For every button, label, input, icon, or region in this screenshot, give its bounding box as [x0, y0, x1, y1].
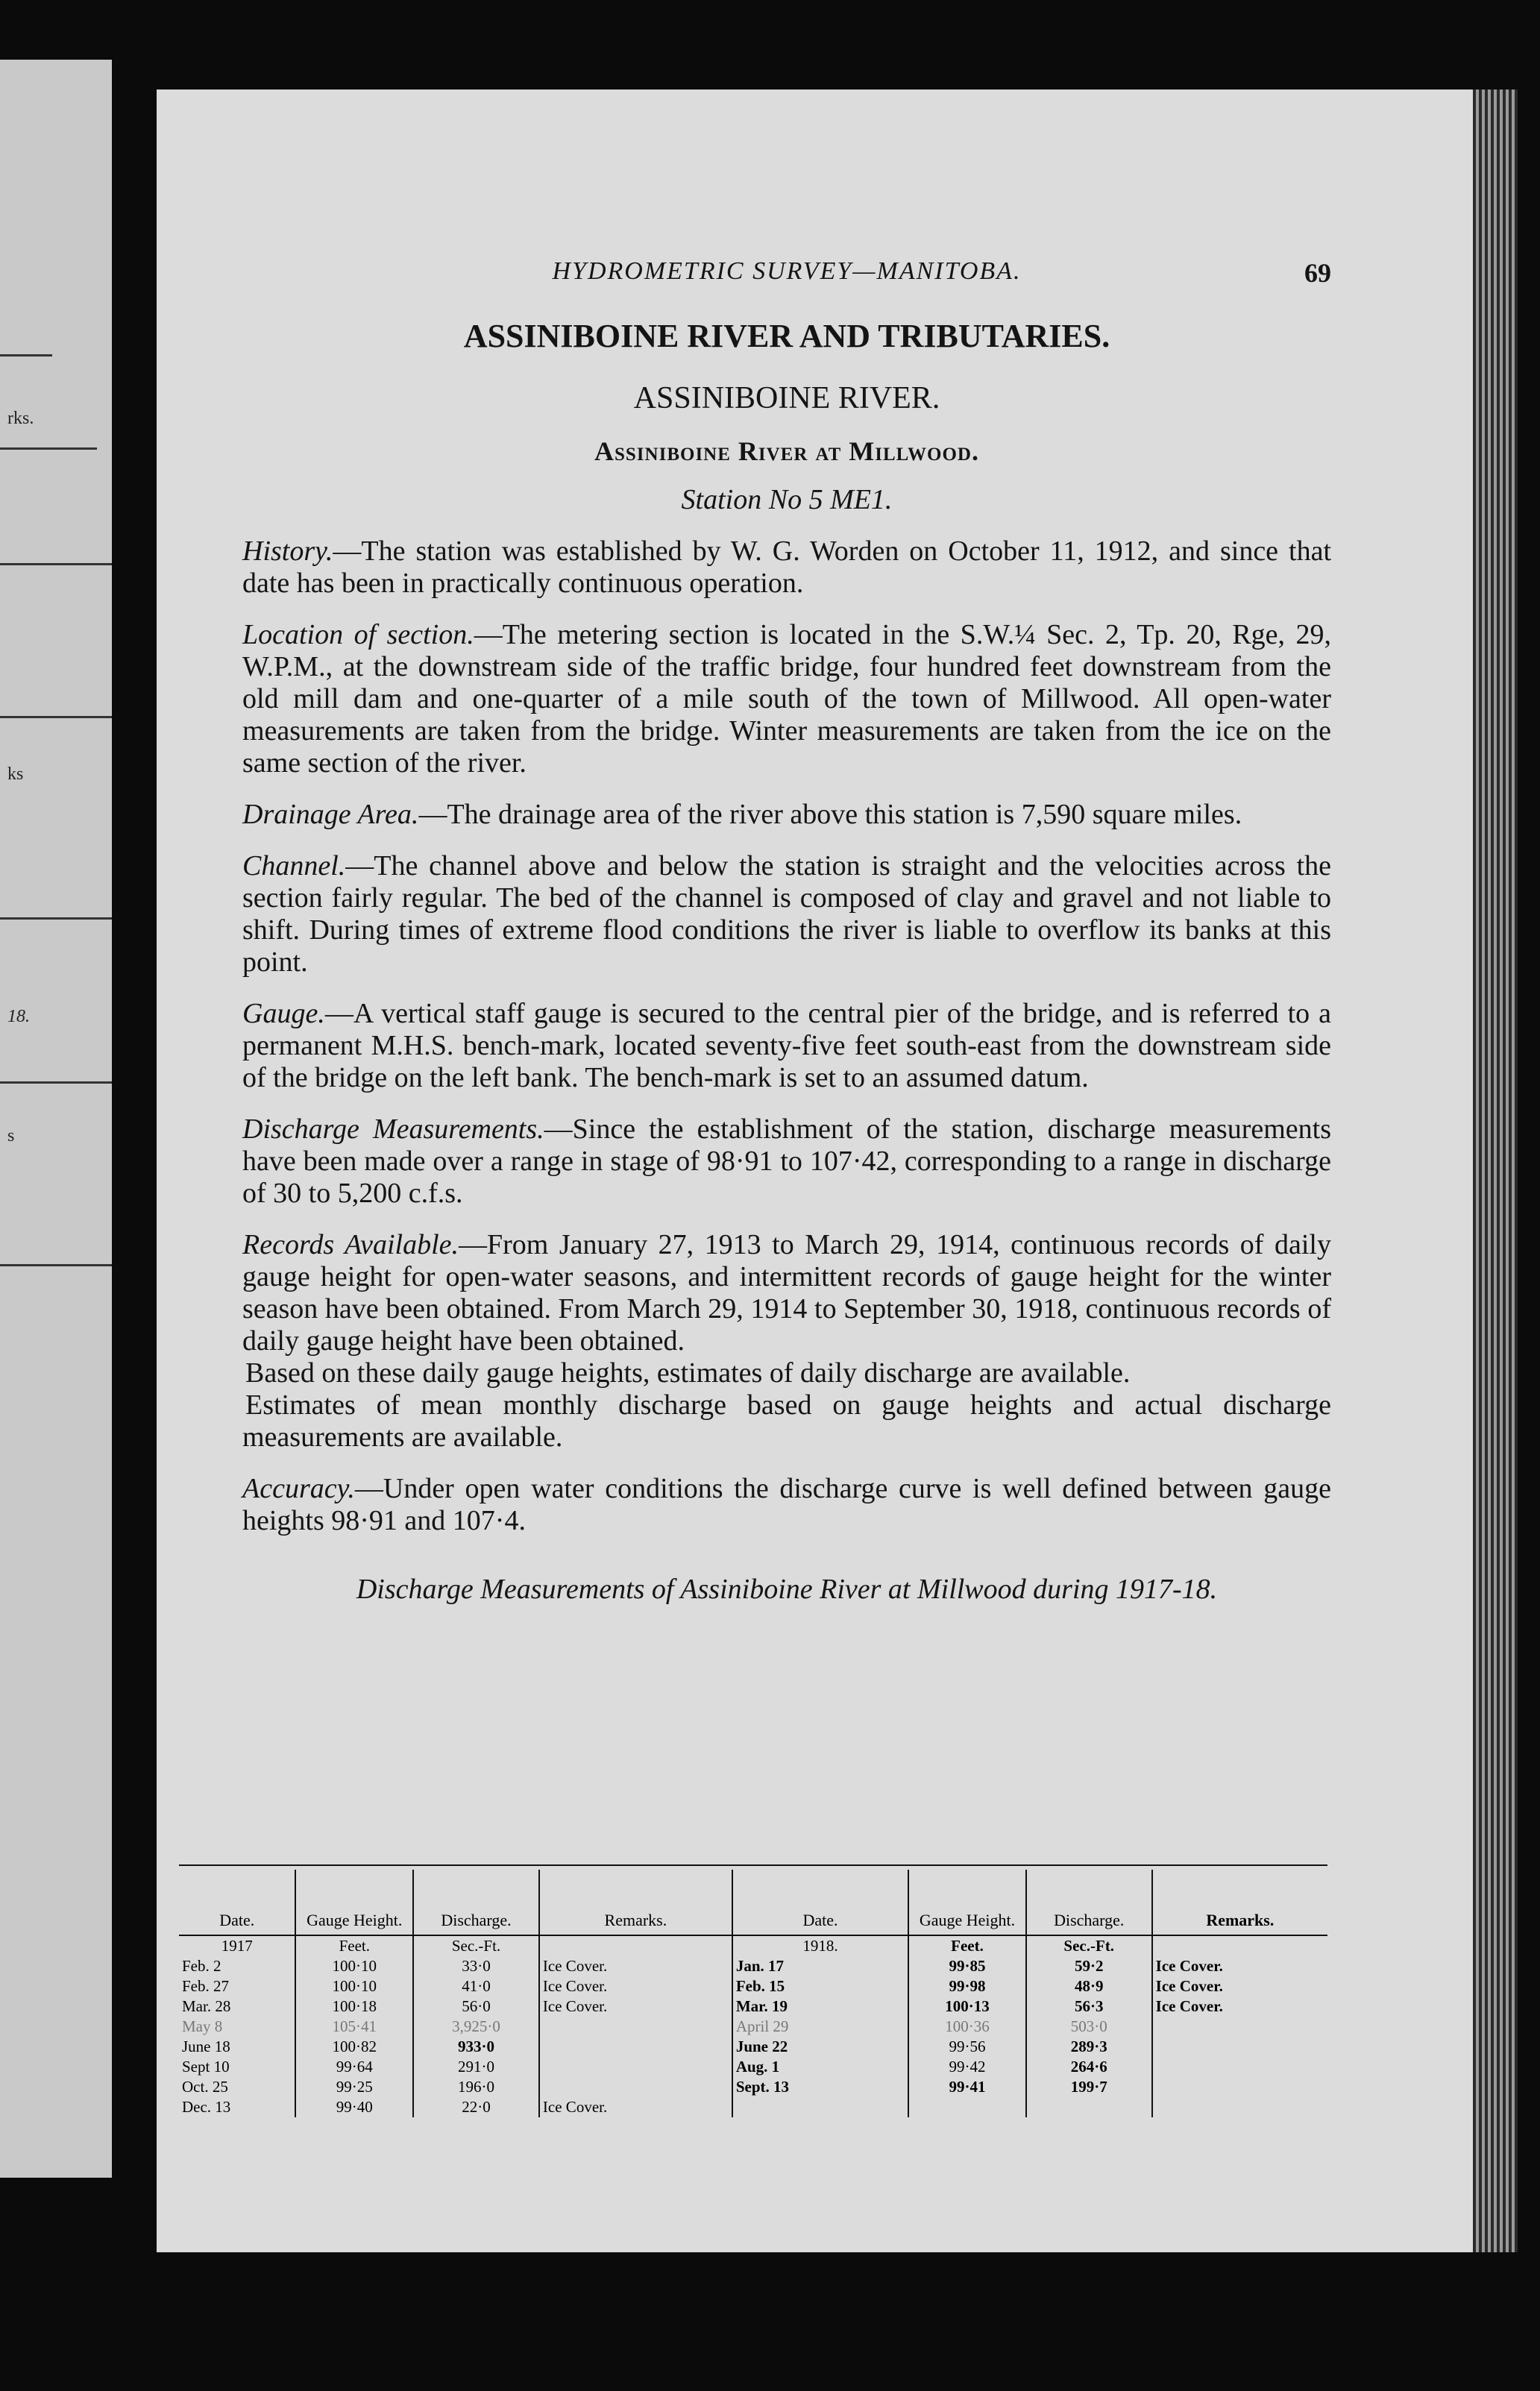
paragraph-location	[242, 619, 1331, 779]
paragraph-records	[242, 1229, 1331, 1357]
paragraph-discharge-measurements	[242, 1113, 1331, 1210]
table-cell	[539, 2077, 732, 2097]
table-cell: Feb. 15	[732, 1976, 908, 1996]
table-cell: 100·18	[295, 1996, 413, 2017]
left-fragment: s	[7, 1126, 15, 1146]
table-cell: Mar. 19	[732, 1996, 908, 2017]
table-cell: 1917	[221, 1937, 253, 1955]
table-cell: Feb. 27	[182, 1977, 229, 1995]
column-header: Date.	[732, 1870, 908, 1935]
table-cell: Ice Cover.	[1152, 1996, 1327, 2017]
table-cell: 59·2	[1026, 1956, 1152, 1976]
page-binding-edge	[1473, 89, 1518, 2252]
table-cell: 1918.	[732, 1935, 908, 1956]
left-fragment: ks	[7, 764, 24, 784]
table-cell	[1026, 2097, 1152, 2117]
table-cell	[539, 2017, 732, 2037]
section-heading: ASSINIBOINE RIVER AND TRIBUTARIES.	[463, 318, 1110, 354]
table-cell: June 22	[732, 2037, 908, 2057]
column-header: Date.	[179, 1870, 295, 1935]
river-heading: ASSINIBOINE RIVER.	[633, 381, 940, 415]
table-cell: 3,925·0	[413, 2017, 539, 2037]
paragraph-text: —Since the establishment of the station, discharge measurements have been made over a range in stage of 98·91 to 107·42, corresponding to a range in discharge of 30 to 5,200 c.f.s.	[242, 1113, 1331, 1209]
table-cell: 289·3	[1026, 2037, 1152, 2057]
paragraph-text: Estimates of mean monthly discharge based on gauge heights and actual discharge measurements are available.	[242, 1389, 1331, 1453]
table-cell: 56·3	[1026, 1996, 1152, 2017]
table-cell	[1152, 1935, 1327, 1956]
table-cell: Ice Cover.	[1152, 1976, 1327, 1996]
table-top-rule	[179, 1864, 1327, 1866]
paragraph-lead: Gauge.	[242, 998, 325, 1029]
table-cell: Sec.-Ft.	[413, 1935, 539, 1956]
table-cell: 56·0	[413, 1996, 539, 2017]
table-row	[179, 1976, 1327, 1996]
left-rule	[0, 354, 52, 356]
table-cell: 264·6	[1026, 2057, 1152, 2077]
table-cell: June 18	[182, 2037, 230, 2055]
running-head	[242, 257, 1331, 295]
column-header: Gauge Height.	[295, 1870, 413, 1935]
paragraph-accuracy	[242, 1473, 1331, 1537]
station-heading: Station No 5 ME1.	[681, 484, 893, 515]
table-cell: May 8	[182, 2017, 223, 2035]
table-cell: 99·98	[908, 1976, 1026, 1996]
table-row	[179, 2077, 1327, 2097]
table-cell: 105·41	[295, 2017, 413, 2037]
table-caption: Discharge Measurements of Assiniboine River at Millwood during 1917-18.	[356, 1574, 1218, 1605]
table-cell: 100·10	[295, 1976, 413, 1996]
table-cell	[1152, 2097, 1327, 2117]
table-cell	[1152, 2077, 1327, 2097]
table-cell: 99·56	[908, 2037, 1026, 2057]
discharge-table-wrap	[179, 1864, 1327, 2117]
table-cell: Sec.-Ft.	[1026, 1935, 1152, 1956]
table-cell	[539, 2037, 732, 2057]
paragraph-lead: Drainage Area.	[242, 799, 419, 830]
table-cell: 33·0	[413, 1956, 539, 1976]
left-fragment: 18.	[7, 1007, 30, 1026]
table-cell: 22·0	[413, 2097, 539, 2117]
paragraph-daily-estimates	[242, 1357, 1331, 1389]
left-fragment: rks.	[7, 409, 34, 428]
table-cell: 100·82	[295, 2037, 413, 2057]
left-rule	[0, 1264, 112, 1266]
paragraph-text: —The drainage area of the river above this station is 7,590 square miles.	[418, 799, 1242, 830]
table-row	[179, 2017, 1327, 2037]
table-cell: Ice Cover.	[1152, 1956, 1327, 1976]
table-cell: April 29	[732, 2017, 908, 2037]
table-cell: Sept. 13	[732, 2077, 908, 2097]
paragraph-lead: Location of section.	[242, 619, 474, 650]
left-rule	[0, 716, 112, 718]
table-cell: Ice Cover.	[539, 1976, 732, 1996]
table-cell	[1152, 2037, 1327, 2057]
paragraph-lead: Channel.	[242, 850, 346, 882]
table-cell: 99·42	[908, 2057, 1026, 2077]
table-cell	[732, 2097, 908, 2117]
table-cell: Feet.	[908, 1935, 1026, 1956]
table-cell: Feet.	[295, 1935, 413, 1956]
running-title: HYDROMETRIC SURVEY—MANITOBA.	[552, 257, 1022, 285]
table-row	[179, 2037, 1327, 2057]
left-rule	[0, 447, 97, 450]
table-header-row	[179, 1870, 1327, 1935]
paragraph-channel	[242, 850, 1331, 978]
table-cell: Ice Cover.	[539, 1956, 732, 1976]
table-cell: 99·41	[908, 2077, 1026, 2097]
paragraph-lead: Discharge Measurements.	[242, 1113, 544, 1145]
paragraph-text: —A vertical staff gauge is secured to the central pier of the bridge, and is referred to a permanent M.H.S. bench-mark, located seventy-five feet south-east from the downstream side of the bridge on the left bank. The bench-mark is set to an assumed datum.	[242, 998, 1331, 1093]
table-cell: Ice Cover.	[539, 1996, 732, 2017]
table-cell: 41·0	[413, 1976, 539, 1996]
paragraph-text: —The channel above and below the station is straight and the velocities across the section fairly regular. The bed of the channel is composed of clay and gravel and not liable to shift. During times of extreme flood conditions the river is liable to overflow its banks at this point.	[242, 850, 1331, 978]
discharge-table	[179, 1870, 1327, 2117]
table-cell: 100·10	[295, 1956, 413, 1976]
table-row	[179, 2097, 1327, 2117]
left-rule	[0, 1081, 112, 1084]
table-cell: 100·36	[908, 2017, 1026, 2037]
column-header: Discharge.	[1026, 1870, 1152, 1935]
table-cell: 100·13	[908, 1996, 1026, 2017]
table-cell: Aug. 1	[732, 2057, 908, 2077]
table-cell: 99·85	[908, 1956, 1026, 1976]
page-content	[242, 257, 1331, 1606]
table-row	[179, 1996, 1327, 2017]
table-cell: 196·0	[413, 2077, 539, 2097]
left-rule	[0, 917, 112, 920]
table-cell: Dec. 13	[182, 2098, 231, 2116]
table-units-row	[179, 1935, 1327, 1956]
page-number: 69	[1304, 258, 1331, 288]
paragraph-gauge	[242, 998, 1331, 1094]
paragraph-text: —The station was established by W. G. Worden on October 11, 1912, and since that date has been in practically continuous operation.	[242, 535, 1331, 599]
table-cell: Oct. 25	[182, 2078, 228, 2096]
table-cell	[539, 2057, 732, 2077]
table-cell: 503·0	[1026, 2017, 1152, 2037]
paragraph-lead: Accuracy.	[242, 1473, 355, 1504]
paragraph-text: —From January 27, 1913 to March 29, 1914, continuous records of daily gauge height for open-water seasons, and intermittent records of gauge height for the winter season have been obtained. From March 29, 1914 to September 30, 1918, continuous records of daily gauge height have been obtained.	[242, 1229, 1331, 1357]
table-row	[179, 2057, 1327, 2077]
table-cell: 199·7	[1026, 2077, 1152, 2097]
table-cell: 99·40	[295, 2097, 413, 2117]
column-header: Remarks.	[539, 1870, 732, 1935]
paragraph-drainage	[242, 799, 1331, 831]
table-cell: Ice Cover.	[539, 2097, 732, 2117]
column-header: Discharge.	[413, 1870, 539, 1935]
column-header: Remarks.	[1152, 1870, 1327, 1935]
table-cell	[1152, 2057, 1327, 2077]
paragraph-text: —The metering section is located in the S.W.¼ Sec. 2, Tp. 20, Rge, 29, W.P.M., at the downstream side of the traffic bridge, four hundred feet downstream from the old mill dam and one-quarter of a mile south of the town of Millwood. All open-water measurements are taken from the bridge. Winter measurements are taken from the ice on the same section of the river.	[242, 619, 1331, 779]
table-cell: Feb. 2	[182, 1957, 221, 1975]
table-cell: 933·0	[413, 2037, 539, 2057]
table-row	[179, 1956, 1327, 1976]
table-cell: Jan. 17	[732, 1956, 908, 1976]
left-page-edge	[0, 60, 112, 2178]
table-cell: 99·25	[295, 2077, 413, 2097]
paragraph-lead: History.	[242, 535, 333, 567]
table-cell: Mar. 28	[182, 1997, 231, 2015]
table-cell: 99·64	[295, 2057, 413, 2077]
paragraph-lead: Records Available.	[242, 1229, 459, 1260]
table-cell	[539, 1935, 732, 1956]
table-cell	[908, 2097, 1026, 2117]
table-cell	[1152, 2017, 1327, 2037]
column-header: Gauge Height.	[908, 1870, 1026, 1935]
paragraph-text: —Under open water conditions the discharge curve is well defined between gauge heights 98·91 and 107·4.	[242, 1473, 1331, 1536]
table-cell: 48·9	[1026, 1976, 1152, 1996]
paragraph-monthly-estimates	[242, 1389, 1331, 1454]
paragraph-history	[242, 535, 1331, 600]
table-cell: 291·0	[413, 2057, 539, 2077]
table-cell: Sept 10	[182, 2058, 230, 2076]
paragraph-text: Based on these daily gauge heights, estimates of daily discharge are available.	[245, 1357, 1131, 1389]
left-rule	[0, 563, 112, 565]
subsection-heading: Assiniboine River at Millwood.	[594, 436, 979, 466]
